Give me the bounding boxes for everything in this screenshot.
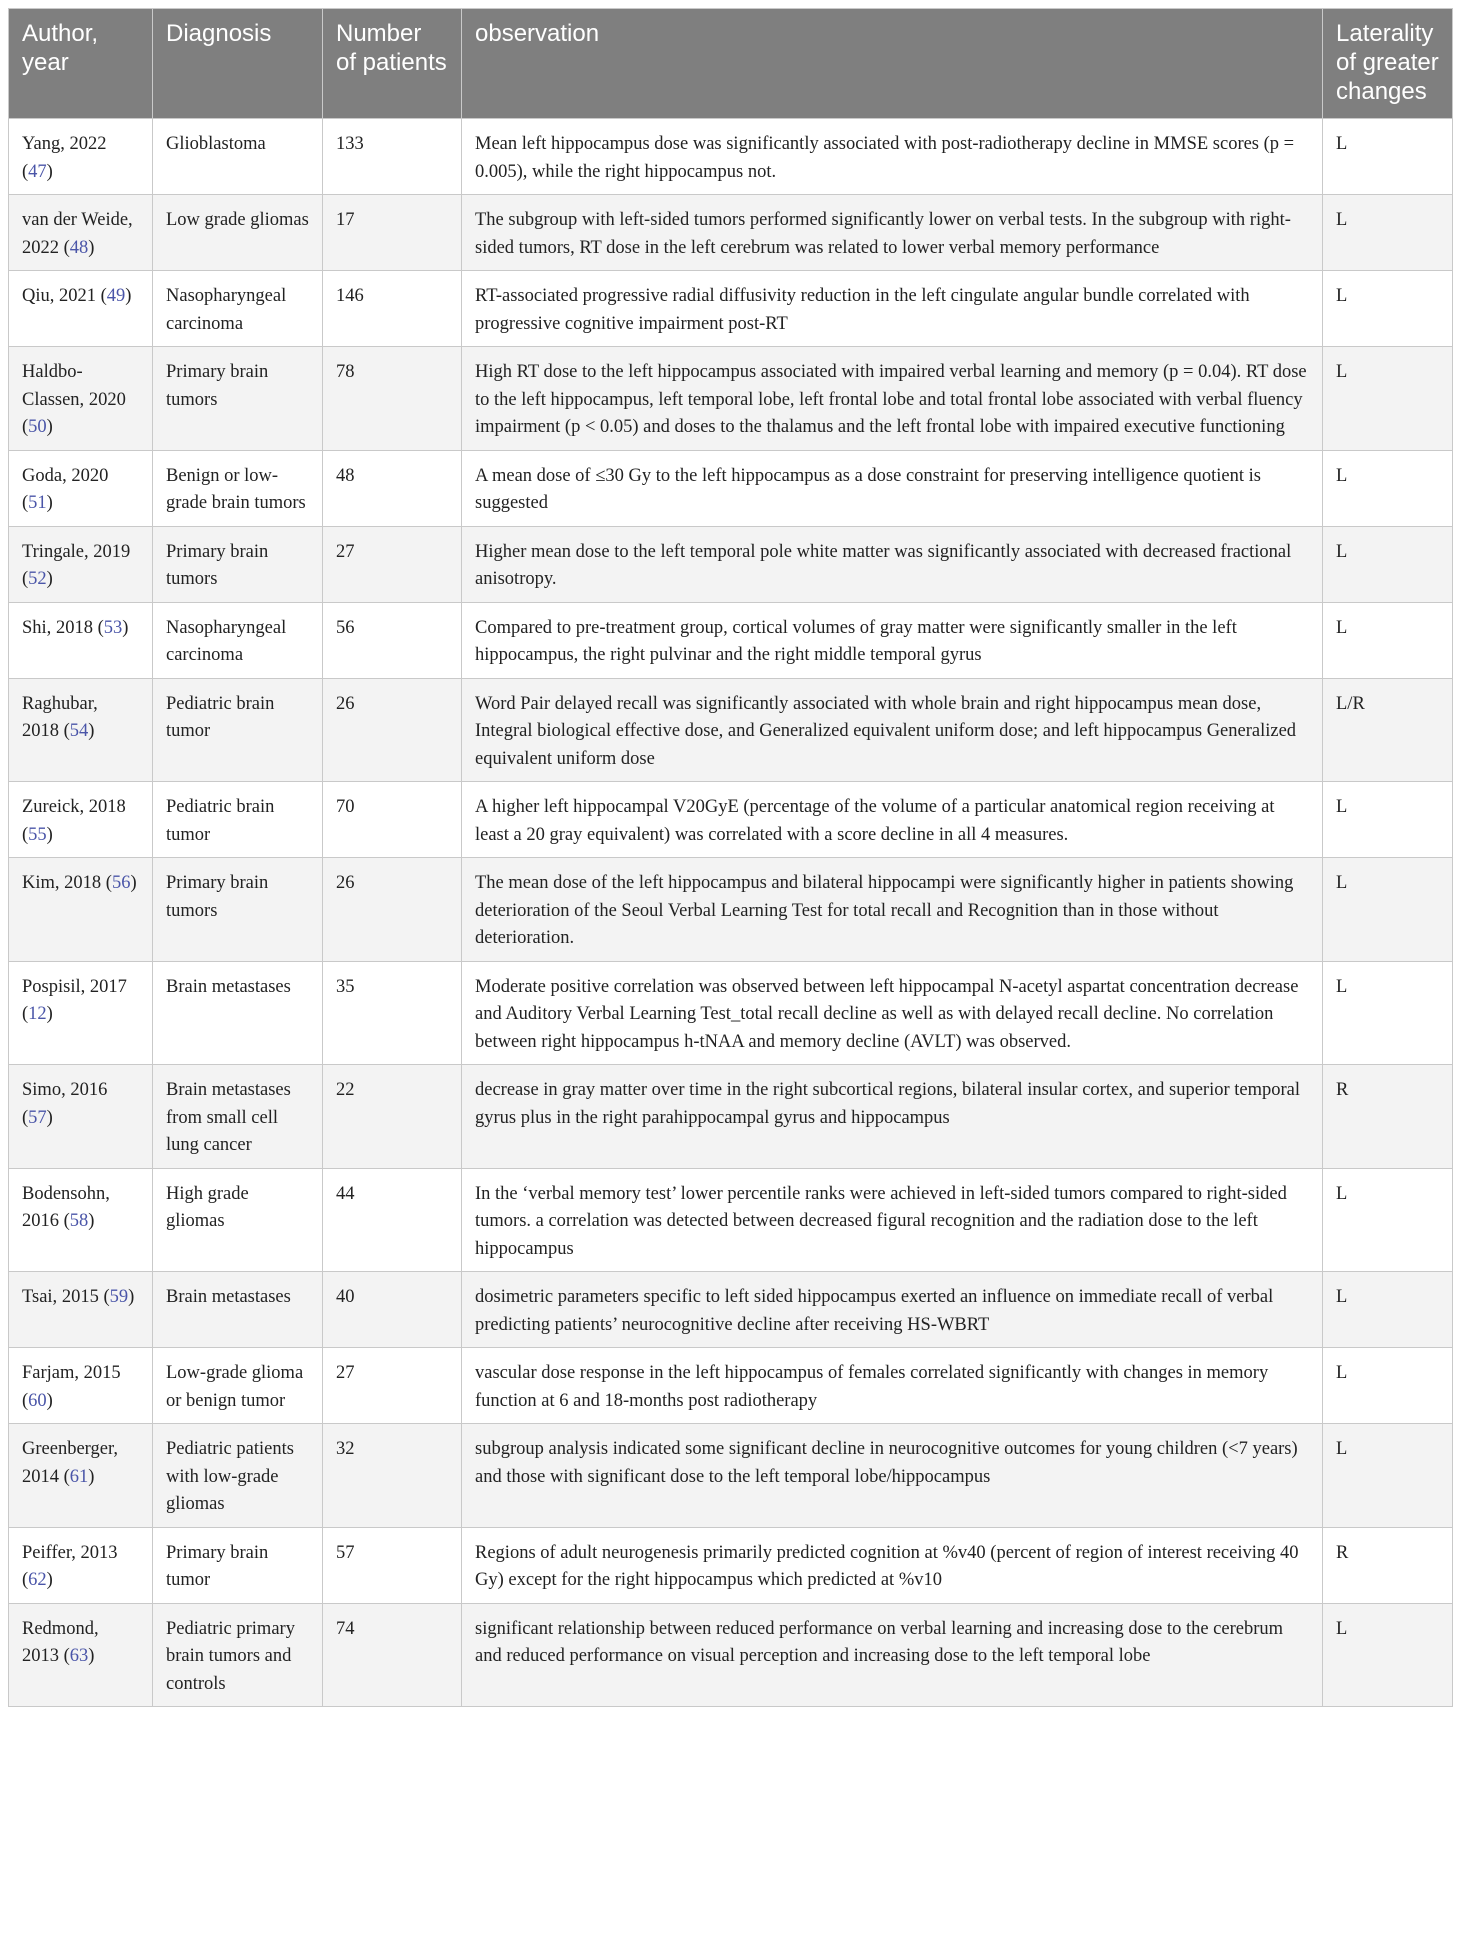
reference-link[interactable]: 53 xyxy=(103,617,123,638)
patients-cell: 78 xyxy=(323,347,462,451)
observation-cell: Mean left hippocampus dose was significantly associated with post-radiotherapy decline in MMSE scores (p = 0.005), while the right hippocampus not. xyxy=(462,119,1323,195)
reference-link[interactable]: 49 xyxy=(106,286,126,306)
table-row xyxy=(9,1272,1453,1348)
observation-cell: In the ‘verbal memory test’ lower percentile ranks were achieved in left-sided tumors compared to right-sided tumors. a correlation was detected between decreased figural recognition and the radiation dose to the left hippocampus xyxy=(462,1168,1323,1272)
publication-year: 2016 xyxy=(22,1211,59,1231)
table-row xyxy=(9,782,1453,858)
author-year-cell: Qiu, 2021 (49) xyxy=(9,271,153,347)
table-row xyxy=(9,1065,1453,1169)
patients-cell: 70 xyxy=(323,782,462,858)
table-row xyxy=(9,526,1453,602)
publication-year: 2016 xyxy=(70,1080,108,1100)
author-name: Yang, xyxy=(22,134,65,154)
table-row xyxy=(9,678,1453,782)
observation-cell: vascular dose response in the left hippocampus of females correlated significantly with changes in memory function at 6 and 18-months post radiotherapy xyxy=(462,1348,1323,1424)
laterality-cell: L xyxy=(1323,526,1453,602)
table-row xyxy=(9,858,1453,962)
laterality-cell: L xyxy=(1323,1603,1453,1707)
laterality-cell: L xyxy=(1323,1272,1453,1348)
author-name: Simo, xyxy=(22,1080,66,1100)
author-name: Tringale, xyxy=(22,541,89,562)
table-row xyxy=(9,1424,1453,1528)
observation-cell: subgroup analysis indicated some significant decline in neurocognitive outcomes for young children (<7 years) and those with significant dose to the left temporal lobe/hippocampus xyxy=(462,1424,1323,1528)
observation-cell: A mean dose of ≤30 Gy to the left hippocampus as a dose constraint for preserving intelligence quotient is suggested xyxy=(462,450,1323,526)
reference-link[interactable]: 52 xyxy=(28,569,47,589)
reference-link[interactable]: 56 xyxy=(111,873,131,893)
observation-cell: significant relationship between reduced performance on verbal learning and increasing dose to the cerebrum and reduced performance on visual perception and increasing dose to the left temporal lobe xyxy=(462,1603,1323,1707)
publication-year: 2020 xyxy=(88,389,126,410)
author-year-cell: Kim, 2018 (56) xyxy=(9,858,153,962)
reference-link[interactable]: 58 xyxy=(69,1211,89,1231)
author-name: Zureick, xyxy=(22,797,85,817)
observation-cell: decrease in gray matter over time in the right subcortical regions, bilateral insular cortex, and superior temporal gyrus plus in the right parahippocampal gyrus and hippocampus xyxy=(462,1065,1323,1169)
laterality-cell: L xyxy=(1323,271,1453,347)
header-observation: observation xyxy=(462,9,1323,119)
author-year-cell: Haldbo-Classen, 2020 (50) xyxy=(9,347,153,451)
publication-year: 2018 xyxy=(55,617,93,638)
diagnosis-cell: Low-grade glioma or benign tumor xyxy=(153,1348,323,1424)
table-row xyxy=(9,119,1453,195)
publication-year: 2022 xyxy=(22,237,59,258)
publication-year: 2014 xyxy=(22,1466,59,1487)
diagnosis-cell: Pediatric primary brain tumors and controls xyxy=(153,1603,323,1707)
publication-year: 2013 xyxy=(22,1646,59,1666)
diagnosis-cell: Nasopharyngeal carcinoma xyxy=(153,602,323,678)
author-year-cell: Redmond, 2013 (63) xyxy=(9,1603,153,1707)
table-row xyxy=(9,1603,1453,1707)
laterality-cell: L xyxy=(1323,961,1453,1065)
table-row xyxy=(9,347,1453,451)
laterality-cell: L/R xyxy=(1323,678,1453,782)
reference-link[interactable]: 47 xyxy=(28,161,47,182)
laterality-cell: L xyxy=(1323,347,1453,451)
patients-cell: 74 xyxy=(323,1603,462,1707)
observation-cell: Word Pair delayed recall was significantly associated with whole brain and right hippocampus mean dose, Integral biological effective dose, and Generalized equivalent uniform dose; and left hippocampus Generalized equivalent uniform dose xyxy=(462,678,1323,782)
diagnosis-cell: Low grade gliomas xyxy=(153,195,323,271)
patients-cell: 22 xyxy=(323,1065,462,1169)
publication-year: 2020 xyxy=(71,465,109,486)
patients-cell: 133 xyxy=(323,119,462,195)
observation-cell: dosimetric parameters specific to left sided hippocampus exerted an influence on immediate recall of verbal predicting patients’ neurocognitive decline after receiving HS-WBRT xyxy=(462,1272,1323,1348)
author-year-cell: Greenberger, 2014 (61) xyxy=(9,1424,153,1528)
header-diagnosis: Diagnosis xyxy=(153,9,323,119)
laterality-cell: L xyxy=(1323,602,1453,678)
laterality-cell: L xyxy=(1323,1424,1453,1528)
publication-year: 2022 xyxy=(69,134,107,154)
laterality-cell: L xyxy=(1323,195,1453,271)
author-name: Shi, xyxy=(22,617,52,638)
reference-link[interactable]: 57 xyxy=(28,1107,47,1128)
table-row xyxy=(9,1348,1453,1424)
reference-link[interactable]: 54 xyxy=(69,721,89,741)
author-year-cell: Farjam, 2015 (60) xyxy=(9,1348,153,1424)
author-name: van der Weide, xyxy=(22,210,133,230)
author-name: Haldbo-Classen, xyxy=(22,362,85,410)
observation-cell: The mean dose of the left hippocampus and bilateral hippocampi were significantly higher in patients showing deterioration of the Seoul Verbal Learning Test for total recall and Recognition than in those without deterioration. xyxy=(462,858,1323,962)
diagnosis-cell: High grade gliomas xyxy=(153,1168,323,1272)
publication-year: 2021 xyxy=(59,286,96,306)
reference-link[interactable]: 55 xyxy=(28,824,47,845)
table-row xyxy=(9,961,1453,1065)
author-year-cell: van der Weide, 2022 (48) xyxy=(9,195,153,271)
reference-link[interactable]: 51 xyxy=(28,493,47,513)
patients-cell: 56 xyxy=(323,602,462,678)
table-header xyxy=(9,9,1453,119)
reference-link[interactable]: 61 xyxy=(69,1466,89,1487)
patients-cell: 44 xyxy=(323,1168,462,1272)
author-name: Pospisil, xyxy=(22,976,86,997)
publication-year: 2015 xyxy=(83,1363,121,1383)
reference-link[interactable]: 62 xyxy=(28,1570,47,1590)
table-row xyxy=(9,602,1453,678)
author-year-cell: Bodensohn, 2016 (58) xyxy=(9,1168,153,1272)
observation-cell: Regions of adult neurogenesis primarily predicted cognition at %v40 (percent of region of interest receiving 40 Gy) except for the right hippocampus which predicted at %v10 xyxy=(462,1527,1323,1603)
author-year-cell: Raghubar, 2018 (54) xyxy=(9,678,153,782)
publication-year: 2015 xyxy=(61,1287,99,1307)
diagnosis-cell: Pediatric patients with low-grade gliomas xyxy=(153,1424,323,1528)
diagnosis-cell: Primary brain tumors xyxy=(153,858,323,962)
laterality-cell: R xyxy=(1323,1065,1453,1169)
laterality-cell: R xyxy=(1323,1527,1453,1603)
publication-year: 2018 xyxy=(64,873,102,893)
publication-year: 2018 xyxy=(88,797,126,817)
laterality-cell: L xyxy=(1323,1168,1453,1272)
patients-cell: 146 xyxy=(323,271,462,347)
observation-cell: Compared to pre-treatment group, cortical volumes of gray matter were significantly smaller in the left hippocampus, the right pulvinar and the right middle temporal gyrus xyxy=(462,602,1323,678)
table-row xyxy=(9,1527,1453,1603)
patients-cell: 27 xyxy=(323,1348,462,1424)
patients-cell: 27 xyxy=(323,526,462,602)
author-year-cell: Peiffer, 2013 (62) xyxy=(9,1527,153,1603)
diagnosis-cell: Primary brain tumors xyxy=(153,526,323,602)
table-row xyxy=(9,1168,1453,1272)
table-row xyxy=(9,195,1453,271)
table-row xyxy=(9,271,1453,347)
author-year-cell: Goda, 2020 (51) xyxy=(9,450,153,526)
patients-cell: 35 xyxy=(323,961,462,1065)
author-name: Goda, xyxy=(22,465,67,486)
diagnosis-cell: Primary brain tumors xyxy=(153,347,323,451)
patients-cell: 17 xyxy=(323,195,462,271)
reference-link[interactable]: 48 xyxy=(69,237,89,258)
author-name: Bodensohn, xyxy=(22,1183,110,1204)
diagnosis-cell: Brain metastases from small cell lung cancer xyxy=(153,1065,323,1169)
author-name: Peiffer, xyxy=(22,1542,76,1563)
patients-cell: 57 xyxy=(323,1527,462,1603)
observation-cell: Higher mean dose to the left temporal pole white matter was significantly associated with decreased fractional anisotropy. xyxy=(462,526,1323,602)
table-body xyxy=(9,119,1453,1707)
author-year-cell: Zureick, 2018 (55) xyxy=(9,782,153,858)
reference-link[interactable]: 50 xyxy=(28,417,47,437)
author-year-cell: Tringale, 2019 (52) xyxy=(9,526,153,602)
patients-cell: 40 xyxy=(323,1272,462,1348)
header-author-year: Author, year xyxy=(9,9,153,119)
diagnosis-cell: Brain metastases xyxy=(153,961,323,1065)
patients-cell: 26 xyxy=(323,678,462,782)
author-name: Raghubar, xyxy=(22,693,98,714)
observation-cell: The subgroup with left-sided tumors performed significantly lower on verbal tests. In the subgroup with right-sided tumors, RT dose in the left cerebrum was related to lower verbal memory performance xyxy=(462,195,1323,271)
reference-link[interactable]: 63 xyxy=(69,1646,89,1666)
author-year-cell: Pospisil, 2017 (12) xyxy=(9,961,153,1065)
laterality-cell: L xyxy=(1323,450,1453,526)
author-name: Greenberger, xyxy=(22,1439,118,1459)
studies-table xyxy=(8,8,1453,1707)
author-name: Kim, xyxy=(22,873,60,893)
publication-year: 2017 xyxy=(89,976,127,997)
reference-link[interactable]: 12 xyxy=(28,1004,47,1024)
publication-year: 2013 xyxy=(80,1542,118,1563)
publication-year: 2018 xyxy=(22,721,59,741)
laterality-cell: L xyxy=(1323,1348,1453,1424)
author-year-cell: Tsai, 2015 (59) xyxy=(9,1272,153,1348)
diagnosis-cell: Brain metastases xyxy=(153,1272,323,1348)
author-name: Qiu, xyxy=(22,286,55,306)
header-laterality: Laterality of greater changes xyxy=(1323,9,1453,119)
patients-cell: 48 xyxy=(323,450,462,526)
patients-cell: 26 xyxy=(323,858,462,962)
diagnosis-cell: Glioblastoma xyxy=(153,119,323,195)
observation-cell: High RT dose to the left hippocampus associated with impaired verbal learning and memory (p = 0.04). RT dose to the left hippocampus, left temporal lobe, left frontal lobe and total frontal lobe associated with verbal fluency impairment (p < 0.05) and doses to the thalamus and the left frontal lobe with impaired executive functioning xyxy=(462,347,1323,451)
author-year-cell: Shi, 2018 (53) xyxy=(9,602,153,678)
patients-cell: 32 xyxy=(323,1424,462,1528)
author-name: Tsai, xyxy=(22,1287,58,1307)
reference-link[interactable]: 60 xyxy=(28,1390,47,1411)
diagnosis-cell: Primary brain tumor xyxy=(153,1527,323,1603)
diagnosis-cell: Pediatric brain tumor xyxy=(153,782,323,858)
table-row xyxy=(9,450,1453,526)
publication-year: 2019 xyxy=(93,541,131,562)
diagnosis-cell: Pediatric brain tumor xyxy=(153,678,323,782)
observation-cell: Moderate positive correlation was observed between left hippocampal N-acetyl aspartat concentration decrease and Auditory Verbal Learning Test_total recall decline as well as with delayed recall decline. No correlation between right hippocampus h-tNAA and memory decline (AVLT) was observed. xyxy=(462,961,1323,1065)
laterality-cell: L xyxy=(1323,858,1453,962)
diagnosis-cell: Benign or low-grade brain tumors xyxy=(153,450,323,526)
author-name: Redmond, xyxy=(22,1618,99,1639)
laterality-cell: L xyxy=(1323,782,1453,858)
diagnosis-cell: Nasopharyngeal carcinoma xyxy=(153,271,323,347)
observation-cell: A higher left hippocampal V20GyE (percentage of the volume of a particular anatomical region receiving at least a 20 gray equivalent) was correlated with a score decline in all 4 measures. xyxy=(462,782,1323,858)
author-name: Farjam, xyxy=(22,1363,80,1383)
header-number-of-patients: Number of patients xyxy=(323,9,462,119)
laterality-cell: L xyxy=(1323,119,1453,195)
header-row xyxy=(9,9,1453,119)
reference-link[interactable]: 59 xyxy=(109,1287,129,1307)
author-year-cell: Simo, 2016 (57) xyxy=(9,1065,153,1169)
observation-cell: RT-associated progressive radial diffusivity reduction in the left cingulate angular bundle correlated with progressive cognitive impairment post-RT xyxy=(462,271,1323,347)
author-year-cell: Yang, 2022 (47) xyxy=(9,119,153,195)
